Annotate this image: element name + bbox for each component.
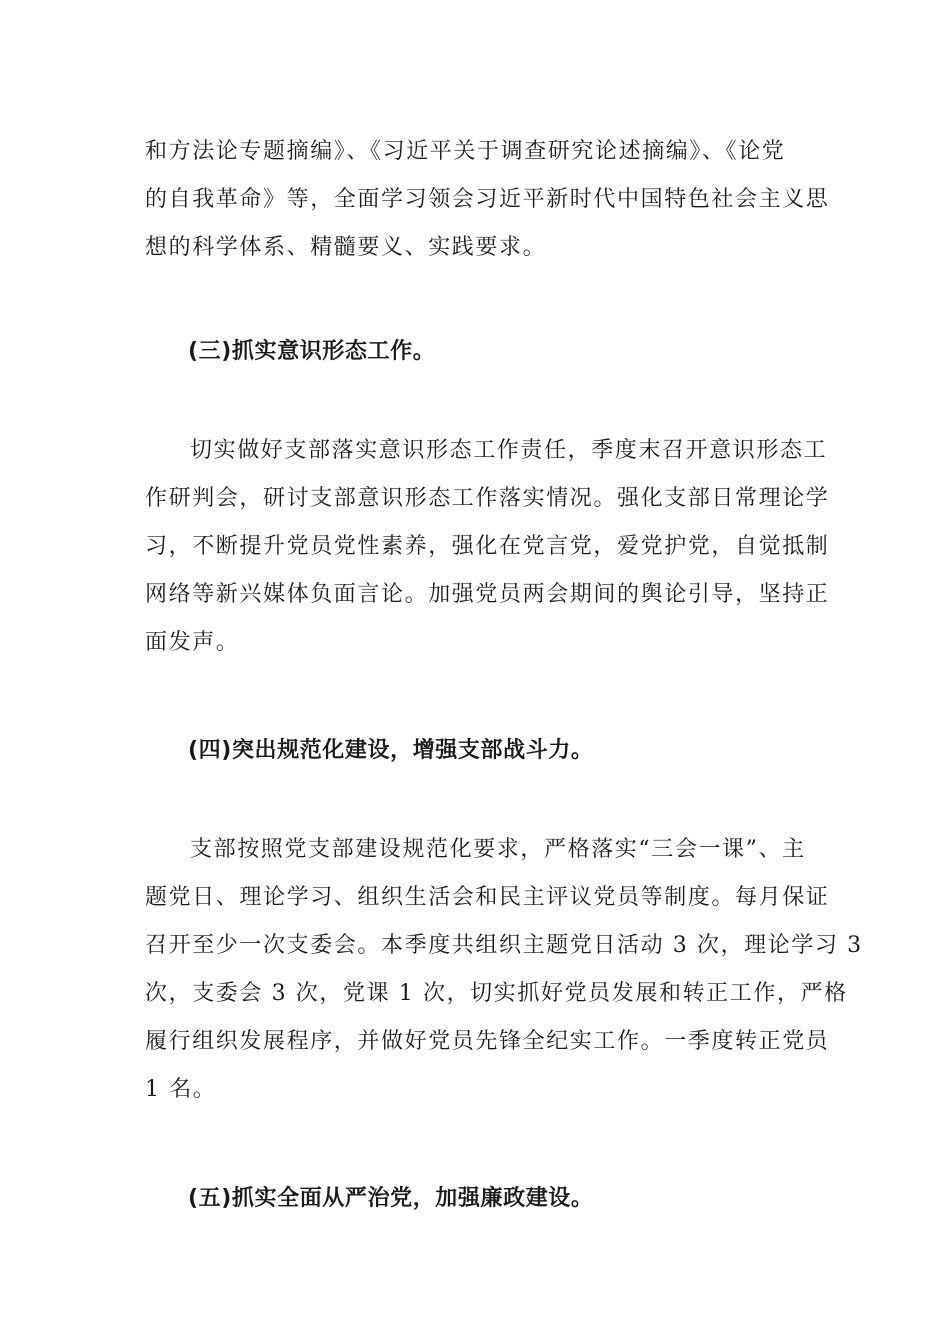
section4-line-5: 履行组织发展程序，并做好党员先锋全纪实工作。一季度转正党员 (145, 1029, 830, 1054)
intro-line-3: 想的科学体系、精髓要义、实践要求。 (145, 235, 547, 260)
section3-line-2: 作研判会，研讨支部意识形态工作落实情况。强化支部日常理论学 (145, 486, 830, 511)
section4-line-4: 次，支委会 3 次，党课 1 次，切实抓好党员发展和转正工作，严格 (145, 981, 848, 1006)
intro-line-1: 和方法论专题摘编》、《习近平关于调查研究论述摘编》、《论党 (145, 139, 786, 164)
section3-line-1: 切实做好支部落实意识形态工作责任，季度末召开意识形态工 (190, 438, 828, 463)
section5-heading: (五)抓实全面从严治党，加强廉政建设。 (188, 1186, 594, 1211)
section4-line-3: 召开至少一次支委会。本季度共组织主题党日活动 3 次，理论学习 3 (145, 933, 863, 958)
section4-line-1: 支部按照党支部建设规范化要求，严格落实“三会一课”、主 (190, 837, 806, 862)
section3-line-5: 面发声。 (145, 630, 240, 655)
section3-line-3: 习，不断提升党员党性素养，强化在党言党，爱党护党，自觉抵制 (145, 534, 830, 559)
section4-heading: (四)突出规范化建设，增强支部战斗力。 (188, 738, 594, 763)
section4-line-6: 1 名。 (145, 1077, 217, 1102)
section3-line-4: 网络等新兴媒体负面言论。加强党员两会期间的舆论引导，坚持正 (145, 582, 830, 607)
section3-heading: (三)抓实意识形态工作。 (188, 339, 436, 364)
section4-line-2: 题党日、理论学习、组织生活会和民主评议党员等制度。每月保证 (145, 885, 830, 910)
intro-line-2: 的自我革命》等，全面学习领会习近平新时代中国特色社会主义思 (145, 187, 830, 212)
